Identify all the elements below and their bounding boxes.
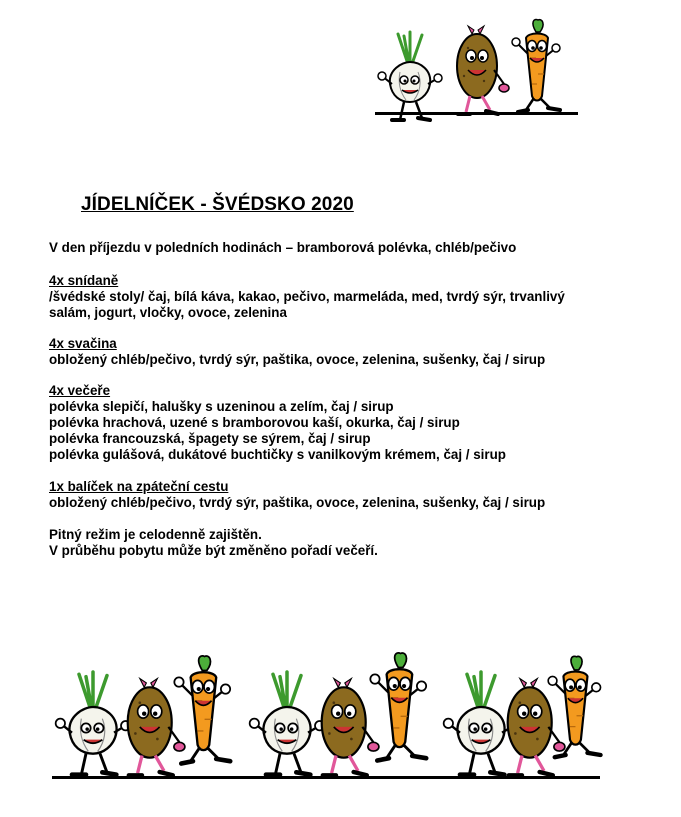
arrival-line: V den příjezdu v poledních hodinách – bramborová polévka, chléb/pečivo: [49, 240, 517, 255]
potato-icon: [450, 26, 510, 116]
page-title: JÍDELNÍČEK - ŠVÉDSKO 2020: [81, 194, 354, 215]
packed-line: obložený chléb/pečivo, tvrdý sýr, paštika, ovoce, zelenina, sušenky, čaj / sirup: [49, 495, 546, 510]
snack-line: obložený chléb/pečivo, tvrdý sýr, paštika, ovoce, zelenina, sušenky, čaj / sirup: [49, 352, 546, 367]
carrot-icon: [510, 18, 565, 114]
carrot-icon: [172, 646, 236, 774]
note-line: Pitný režim je celodenně zajištěn.: [49, 527, 262, 542]
dinner-item: polévka francouzská, špagety se sýrem, čaj / sirup: [49, 431, 371, 446]
packed-heading: 1x balíček na zpáteční cestu: [49, 479, 229, 494]
onion-icon: [58, 672, 128, 777]
dinner-heading: 4x večeře: [49, 383, 111, 398]
breakfast-line: /švédské stoly/ čaj, bílá káva, kakao, pečivo, marmeláda, med, tvrdý sýr, trvanlivý: [49, 289, 565, 304]
carrot-icon: [368, 640, 432, 774]
dinner-item: polévka slepičí, halušky s uzeninou a zelím, čaj / sirup: [49, 399, 394, 414]
breakfast-heading: 4x snídaně: [49, 273, 119, 288]
carrot-icon: [546, 640, 606, 774]
snack-heading: 4x svačina: [49, 336, 117, 351]
dinner-item: polévka hrachová, uzené s bramborovou kaší, okurka, čaj / sirup: [49, 415, 460, 430]
onion-icon: [380, 32, 440, 122]
bottom-ground-line: [52, 776, 600, 779]
top-ground-line: [375, 112, 578, 115]
breakfast-line: salám, jogurt, vločky, ovoce, zelenina: [49, 305, 287, 320]
dinner-item: polévka gulášová, dukátové buchtičky s vanilkovým krémem, čaj / sirup: [49, 447, 506, 462]
note-line: V průběhu pobytu může být změněno pořadí večeří.: [49, 543, 378, 558]
onion-icon: [252, 672, 322, 777]
